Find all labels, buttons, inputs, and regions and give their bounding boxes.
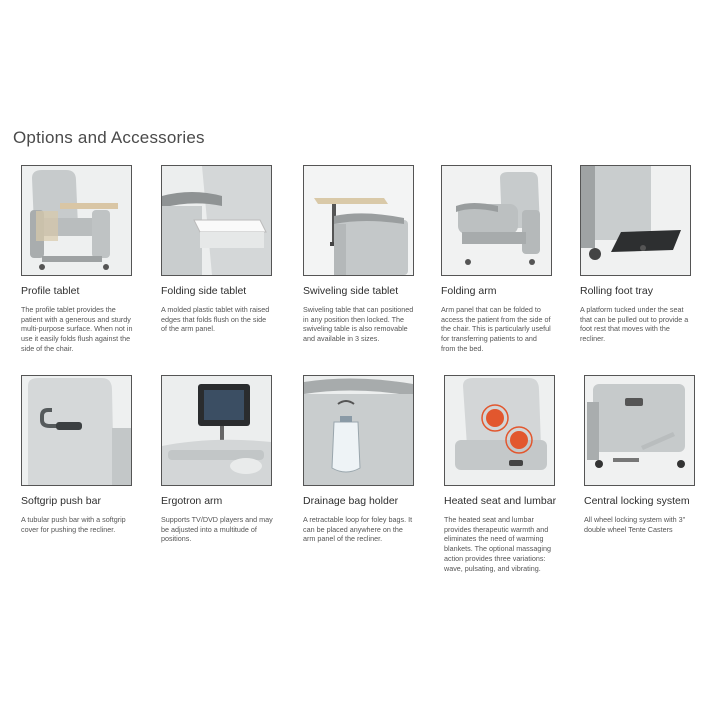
option-folding-arm xyxy=(441,165,571,354)
option-ergotron-arm xyxy=(161,375,291,544)
recliner-illustration xyxy=(22,166,131,275)
item-title: Rolling foot tray xyxy=(580,285,653,297)
option-folding-side-tablet xyxy=(161,165,291,334)
heated-seat-illustration xyxy=(445,376,554,485)
item-description: Supports TV/DVD players and may be adjusted into a multitude of positions. xyxy=(161,515,273,544)
item-description: A tubular push bar with a softgrip cover for pushing the recliner. xyxy=(21,515,126,534)
item-description: Arm panel that can be folded to access the patient from the side of the chair. This is particularly useful for transferring patients to and from the bed. xyxy=(441,305,551,353)
option-rolling-foot-tray xyxy=(580,165,710,344)
item-title: Folding side tablet xyxy=(161,285,247,297)
item-description: All wheel locking system with 3" double wheel Tente Casters xyxy=(584,515,686,534)
heated-seat-lumbar-photo xyxy=(444,375,555,486)
ergotron-arm-photo xyxy=(161,375,272,486)
item-title: Folding arm xyxy=(441,285,497,297)
drainage-bag-illustration xyxy=(304,376,413,485)
item-title: Drainage bag holder xyxy=(303,495,399,507)
rolling-foot-tray-photo xyxy=(580,165,691,276)
locking-system-illustration xyxy=(585,376,694,485)
item-description: The profile tablet provides the patient with a generous and sturdy multi-purpose surface. When not in use it easily folds flush against the side of the chair. xyxy=(21,305,133,353)
folding-side-tablet-photo xyxy=(161,165,272,276)
page-title: Options and Accessories xyxy=(13,128,205,147)
softgrip-push-bar-photo xyxy=(21,375,132,486)
option-profile-tablet xyxy=(21,165,151,354)
option-central-locking-system xyxy=(584,375,714,534)
push-bar-illustration xyxy=(22,376,131,485)
swiveling-side-tablet-photo xyxy=(303,165,414,276)
option-swiveling-side-tablet xyxy=(303,165,433,344)
item-title: Softgrip push bar xyxy=(21,495,101,507)
central-locking-system-photo xyxy=(584,375,695,486)
item-description: A retractable loop for foley bags. It can be placed anywhere on the arm panel of the recliner. xyxy=(303,515,413,544)
swivel-table-illustration xyxy=(304,166,413,275)
item-title: Central locking system xyxy=(584,495,690,507)
item-description: Swiveling table that can positioned in any position then locked. The swiveling table is also removable and available in 3 sizes. xyxy=(303,305,414,344)
profile-tablet-photo xyxy=(21,165,132,276)
item-title: Ergotron arm xyxy=(161,495,223,507)
folding-arm-photo xyxy=(441,165,552,276)
ergotron-illustration xyxy=(162,376,271,485)
item-description: A platform tucked under the seat that can be pulled out to provide a foot rest that moves with the recliner. xyxy=(580,305,689,344)
option-heated-seat-lumbar xyxy=(444,375,574,573)
foot-tray-illustration xyxy=(581,166,690,275)
item-title: Swiveling side tablet xyxy=(303,285,399,297)
drainage-bag-holder-photo xyxy=(303,375,414,486)
item-title: Heated seat and lumbar xyxy=(444,495,557,507)
option-drainage-bag-holder xyxy=(303,375,433,544)
item-title: Profile tablet xyxy=(21,285,80,297)
folding-tablet-illustration xyxy=(162,166,271,275)
item-description: A molded plastic tablet with raised edges that folds flush on the side of the arm panel. xyxy=(161,305,270,334)
item-description: The heated seat and lumbar provides therapeutic warmth and eliminates the need of warming blankets. The optional massaging action provides three variations: wave, pulsating, and vibrating. xyxy=(444,515,551,573)
folding-arm-illustration xyxy=(442,166,551,275)
option-softgrip-push-bar xyxy=(21,375,151,534)
